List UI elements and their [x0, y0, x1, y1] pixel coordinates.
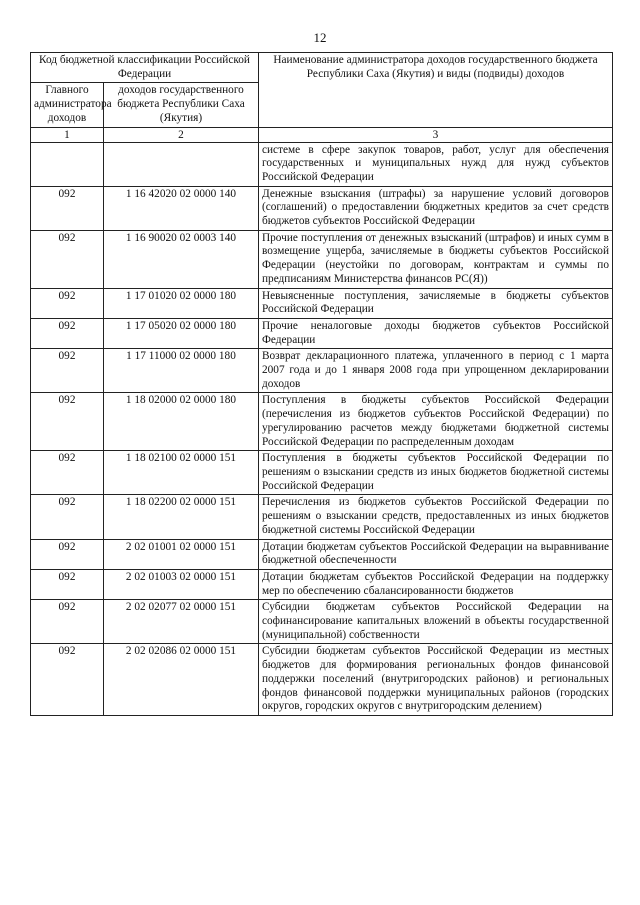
table-row	[31, 142, 613, 186]
table-row	[31, 349, 613, 393]
header-group-cell: Код бюджетной классификации Российской Федерации	[31, 53, 259, 83]
table-row	[31, 393, 613, 451]
income-name-cell: системе в сфере закупок товаров, работ, услуг для обеспечения государственных и муниципальных нужд для нужд субъектов Российской Федерации	[259, 142, 613, 186]
income-name-cell: Поступления в бюджеты субъектов Российской Федерации по решениям о взыскании средств из иных бюджетов бюджетной системы Российской Федерации	[259, 451, 613, 495]
income-code-cell	[104, 142, 259, 186]
admin-code-cell: 092	[31, 451, 104, 495]
admin-code-cell: 092	[31, 349, 104, 393]
income-name-cell: Субсидии бюджетам субъектов Российской Федерации на софинансирование капитальных вложений в объекты государственной (муниципальной) собственности	[259, 600, 613, 644]
table-row	[31, 644, 613, 716]
income-code-cell: 2 02 02086 02 0000 151	[104, 644, 259, 716]
admin-code-cell: 092	[31, 186, 104, 230]
table-row	[31, 288, 613, 318]
admin-code-cell: 092	[31, 644, 104, 716]
admin-code-cell	[31, 142, 104, 186]
income-code-cell: 2 02 01003 02 0000 151	[104, 569, 259, 599]
table-row	[31, 230, 613, 288]
column-number-3: 3	[259, 127, 613, 142]
income-code-cell: 2 02 01001 02 0000 151	[104, 539, 259, 569]
table-row	[31, 186, 613, 230]
page-number: 12	[313, 30, 327, 45]
income-code-cell: 1 18 02000 02 0000 180	[104, 393, 259, 451]
admin-code-cell: 092	[31, 569, 104, 599]
income-code-cell: 1 18 02100 02 0000 151	[104, 451, 259, 495]
income-name-cell: Субсидии бюджетам субъектов Российской Федерации из местных бюджетов для формирования региональных фондов финансовой поддержки поселений (внутригородских районов) и региональных фондов финансовой поддержки муниципальных районов (городских округов, городских округов с внутригородским делением)	[259, 644, 613, 716]
income-classification-table	[30, 52, 613, 716]
income-code-cell: 1 17 11000 02 0000 180	[104, 349, 259, 393]
income-code-cell: 1 16 90020 02 0003 140	[104, 230, 259, 288]
income-name-cell: Денежные взыскания (штрафы) за нарушение условий договоров (соглашений) о предоставлении бюджетных кредитов за счет средств бюджетов субъектов Российской Федерации	[259, 186, 613, 230]
table-row	[31, 495, 613, 539]
income-code-cell: 1 16 42020 02 0000 140	[104, 186, 259, 230]
header-col3: Наименование администратора доходов государственного бюджета Республики Саха (Якутия) и виды (подвиды) доходов	[259, 53, 613, 128]
column-number-1: 1	[31, 127, 104, 142]
income-name-cell: Возврат декларационного платежа, уплаченного в период с 1 марта 2007 года и до 1 января 2008 года при упрощенном декларировании доходов	[259, 349, 613, 393]
header-col2: доходов государственного бюджета Республики Саха (Якутия)	[104, 83, 259, 127]
income-name-cell: Дотации бюджетам субъектов Российской Федерации на выравнивание бюджетной обеспеченности	[259, 539, 613, 569]
income-name-cell: Перечисления из бюджетов субъектов Российской Федерации по решениям о взыскании средств, предоставленных из иных бюджетов бюджетной системы Российской Федерации	[259, 495, 613, 539]
income-code-cell: 2 02 02077 02 0000 151	[104, 600, 259, 644]
column-number-row	[31, 127, 613, 142]
income-name-cell: Прочие поступления от денежных взысканий (штрафов) и иных сумм в возмещение ущерба, зачисляемые в бюджеты субъектов Российской Федерации (неустойки по договорам, контрактам и суммы по предписаниям Министерства финансов РС(Я))	[259, 230, 613, 288]
admin-code-cell: 092	[31, 230, 104, 288]
income-code-cell: 1 17 01020 02 0000 180	[104, 288, 259, 318]
table-row	[31, 600, 613, 644]
column-number-2: 2	[104, 127, 259, 142]
table-row	[31, 539, 613, 569]
income-code-cell: 1 17 05020 02 0000 180	[104, 318, 259, 348]
income-name-cell: Прочие неналоговые доходы бюджетов субъектов Российской Федерации	[259, 318, 613, 348]
admin-code-cell: 092	[31, 600, 104, 644]
admin-code-cell: 092	[31, 318, 104, 348]
admin-code-cell: 092	[31, 539, 104, 569]
income-name-cell: Поступления в бюджеты субъектов Российской Федерации (перечисления из бюджетов субъектов Российской Федерации) по урегулированию расчетов между бюджетами бюджетной системы Российской Федерации по распределенным доходам	[259, 393, 613, 451]
admin-code-cell: 092	[31, 288, 104, 318]
income-code-cell: 1 18 02200 02 0000 151	[104, 495, 259, 539]
admin-code-cell: 092	[31, 495, 104, 539]
table-row	[31, 318, 613, 348]
income-name-cell: Невыясненные поступления, зачисляемые в бюджеты субъектов Российской Федерации	[259, 288, 613, 318]
header-row	[31, 53, 613, 83]
table-row	[31, 451, 613, 495]
header-col1: Главного администратора доходов	[31, 83, 104, 127]
admin-code-cell: 092	[31, 393, 104, 451]
table-row	[31, 569, 613, 599]
income-name-cell: Дотации бюджетам субъектов Российской Федерации на поддержку мер по обеспечению сбалансированности бюджетов	[259, 569, 613, 599]
